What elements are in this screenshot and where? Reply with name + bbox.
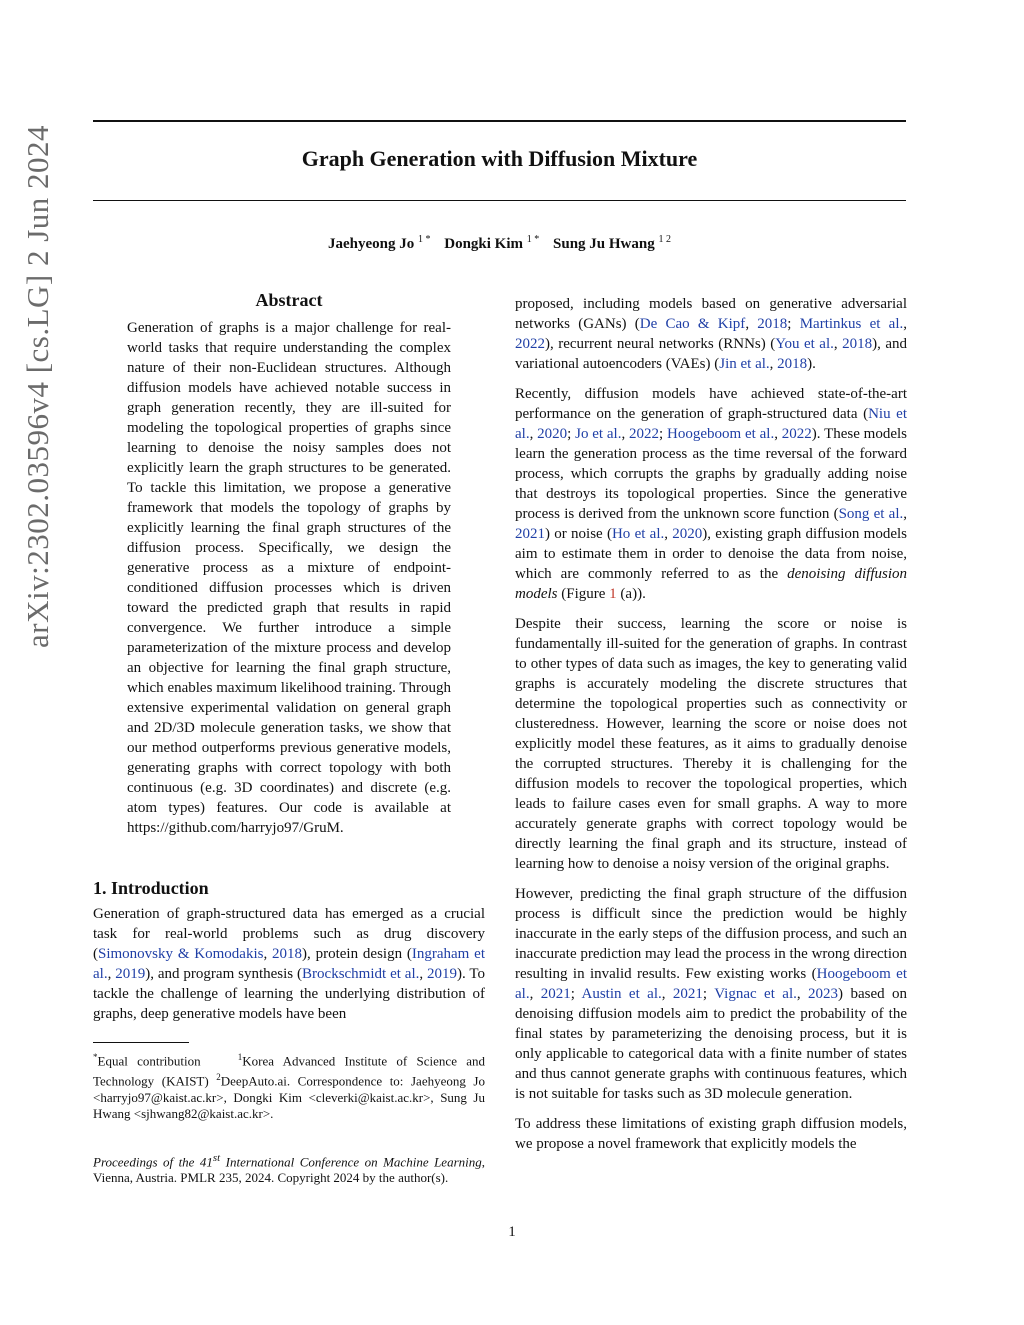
text-run: , (745, 316, 758, 332)
text-run: , (796, 986, 809, 1002)
paper-title: Graph Generation with Diffusion Mixture (301, 146, 698, 171)
author-2 (444, 236, 539, 252)
title-bottom-rule (93, 200, 906, 201)
citation-link[interactable]: 2019 (427, 966, 458, 982)
text-run: , (769, 356, 778, 372)
text-run: ; (659, 426, 668, 442)
citation-link[interactable]: You et al. (775, 336, 834, 352)
citation-link[interactable]: Austin et al. (581, 986, 662, 1002)
author-affiliation: 1 2 (658, 234, 671, 245)
text-run: ). These models learn the generation process as the time reversal of the forward process, which corrupts the graphs by gradually adding noise that destroys its topological properties. Since the generative process is derived from the unknown score function ( (515, 426, 908, 522)
citation-link[interactable]: Jo et al. (575, 426, 622, 442)
text-run: ; (787, 316, 800, 332)
citation-link[interactable]: 2018 (842, 336, 873, 352)
citation-link[interactable]: 2021 (672, 986, 703, 1002)
author-affiliation: 1 * (526, 234, 540, 245)
text-run: ), and variational autoencoders (VAEs) ( (515, 336, 908, 372)
citation-link[interactable]: 2022 (781, 426, 812, 442)
citation-link[interactable]: Vignac et al. (714, 986, 797, 1002)
arxiv-identifier-stamp: arXiv:2302.03596v4 [cs.LG] 2 Jun 2024 (20, 124, 55, 648)
proceedings-venue: Proceedings of the 41 (93, 1153, 213, 1169)
ordinal-suffix: st (212, 1151, 221, 1164)
text-run: (Figure (557, 586, 610, 602)
author-list (93, 234, 906, 253)
text-run: ; (570, 986, 582, 1002)
text-run: , (833, 336, 843, 352)
text-run: , (903, 506, 907, 522)
footnote-affiliation-1: Korea Advanced Institute of Science and Technology (KAIST) (93, 1053, 486, 1089)
abstract-heading: Abstract (255, 290, 323, 310)
author-3 (553, 236, 671, 252)
citation-link[interactable]: Martinkus et al. (799, 316, 904, 332)
citation-link[interactable]: Hoogeboom et al. (667, 426, 775, 442)
citation-link[interactable]: Ho et al. (611, 526, 665, 542)
footnote-mark: 2 (216, 1072, 221, 1083)
proceedings-venue-rest: International Conference on Machine Learning (220, 1153, 482, 1169)
text-run: ) or noise ( (545, 526, 612, 542)
text-run: ), protein design ( (302, 946, 412, 962)
introduction-heading: 1. Introduction (93, 878, 209, 898)
text-run: , (621, 426, 630, 442)
proceedings-note (93, 1150, 485, 1186)
citation-link[interactable]: 2018 (757, 316, 788, 332)
text-run: , (263, 946, 273, 962)
citation-link[interactable]: Simonovsky & Komodakis (98, 946, 264, 962)
footnote-rule (93, 1042, 189, 1043)
citation-link[interactable]: 2020 (672, 526, 703, 542)
introduction-paragraph (93, 904, 485, 1024)
citation-link[interactable]: 2023 (808, 986, 839, 1002)
text-run: ), existing graph diffusion models aim to estimate them in order to denoise the data from noise, which are commonly referred to as the (515, 526, 907, 582)
text-run: ). (807, 356, 816, 372)
body-paragraph: Despite their success, learning the score or noise is fundamentally ill-suited for the generation of graphs. In contrast to other types of data such as images, the key to generating valid graphs is accurately modeling the discrete structures that determine the topological properties such as connectivity or clusteredness. However, learning the score or noise does not explicitly model these features, as it aims to gradually denoise the corrupted structures. Thereby it is challenging for the diffusion models to recover the topological properties, which leads to failure cases even for small graphs. A way to more accurately generate graphs with correct topology would be directly learning the final graph and its structure, instead of learning how to denoise a noisy version of the original graphs. (515, 616, 907, 872)
footnotes (93, 1049, 485, 1122)
text-run: , (419, 966, 428, 982)
page-number: 1 (508, 1224, 516, 1240)
text-run: ). To tackle the challenge of learning the underlying distribution of graphs, deep generative models have been (93, 966, 486, 1022)
citation-link[interactable]: 2018 (777, 356, 808, 372)
body-paragraph (515, 884, 907, 1104)
author-name: Dongki Kim (444, 236, 524, 252)
text-run: proposed, including models based on generative adversarial networks (GANs) ( (515, 296, 907, 332)
body-paragraph (515, 384, 907, 604)
footnote-affiliation-2: DeepAuto.ai. Correspondence to: Jaehyeong Jo <harryjo97@kaist.ac.kr>, Dongki Kim <cleverki@kaist.ac.kr>, Sung Ju Hwang <sjhwang82@kaist.ac.kr>. (93, 1073, 485, 1121)
body-paragraph (515, 294, 907, 374)
citation-link[interactable]: De Cao & Kipf (639, 316, 746, 332)
figure-reference-link[interactable]: 1 (609, 586, 617, 602)
abstract-text: Generation of graphs is a major challenge for real-world tasks that require understanding the complex nature of their non-Euclidean structures. Although diffusion models have achieved notable success in graph generation recently, they are ill-suited for modeling the topological properties of graphs since learning to denoise the noisy samples does not explicitly learn the graph structures to be generated. To tackle this limitation, we propose a generative framework that models the topology of graphs by explicitly learning the final graph structures of the diffusion process. Specifically, we design the generative process as a mixture of endpoint-conditioned diffusion processes which is driven toward the predicted graph that results in rapid convergence. We further introduce a simple parameterization of the mixture process and develop an objective for learning the final graph structure, which enables maximum likelihood training. Through extensive experimental validation on general graph and 2D/3D molecule generation tasks, we show that our method outperforms previous generative models, generating graphs with correct topology with both continuous (e.g. 3D coordinates) and discrete (e.g. atom types) features. Our code is available at https://github.com/harryjo97/GruM. (127, 320, 451, 836)
text-run: , (529, 426, 538, 442)
text-run: Recently, diffusion models have achieved state-of-the-art performance on the generation of graph-structured data ( (515, 386, 907, 422)
citation-link[interactable]: 2021 (540, 986, 571, 1002)
text-run: , (107, 966, 116, 982)
text-run: , (661, 986, 673, 1002)
citation-link[interactable]: 2022 (629, 426, 660, 442)
footnote-mark: 1 (237, 1052, 243, 1062)
citation-link[interactable]: 2022 (515, 336, 545, 352)
citation-link[interactable]: 2018 (272, 946, 303, 962)
author-name: Jaehyeong Jo (328, 236, 415, 252)
citation-link[interactable]: Song et al. (838, 506, 904, 522)
text-run: , (774, 426, 782, 442)
citation-link[interactable]: Jin et al. (719, 356, 770, 372)
citation-link[interactable]: 2019 (115, 966, 146, 982)
text-run: ; (702, 986, 715, 1002)
citation-link[interactable]: 2021 (515, 526, 545, 542)
text-run: However, predicting the final graph structure of the diffusion process is difficult since the prediction would be highly inaccurate in the early steps of the diffusion process, and such an inaccurate prediction may lead the process in the wrong direction resulting in invalid results. Few existing works ( (515, 886, 907, 982)
text-run: Generation of graph-structured data has emerged as a crucial task for real-world problems such as drug discovery ( (93, 906, 485, 962)
citation-link[interactable]: Ingraham et al. (93, 946, 485, 982)
left-column (93, 290, 485, 1186)
citation-link[interactable]: Hoogeboom et al. (515, 966, 908, 1002)
author-affiliation: 1 * (418, 234, 431, 245)
body-paragraph: To address these limitations of existing graph diffusion models, we propose a novel framework that explicitly models the (515, 1116, 907, 1152)
italic-term: denoising diffusion models (515, 566, 907, 602)
text-run: ; (567, 426, 576, 442)
author-1 (328, 236, 431, 252)
footnote-mark: * (93, 1052, 98, 1062)
text-run: , (664, 526, 673, 542)
text-run: , (529, 986, 541, 1002)
text-run: ), and program synthesis ( (145, 966, 303, 982)
footnote-equal-contribution: Equal contribution (97, 1053, 201, 1069)
text-run: ), recurrent neural networks (RNNs) ( (545, 336, 776, 352)
title-top-rule (93, 120, 906, 122)
text-run: ) based on denoising diffusion models aim to predict the probability of the final states by parameterizing the denoising process, but it is only applicable to categorical data with a finite number of states and thus cannot generate graphs with continuous features, which is not suitable for tasks such as 3D molecule generation. (515, 986, 908, 1102)
citation-link[interactable]: 2020 (537, 426, 568, 442)
citation-link[interactable]: Niu et al. (515, 406, 908, 442)
right-column (515, 294, 907, 1164)
text-run: (a)). (616, 586, 646, 602)
proceedings-copyright: , Vienna, Austria. PMLR 235, 2024. Copyright 2024 by the author(s). (93, 1153, 485, 1185)
citation-link[interactable]: Brockschmidt et al. (302, 966, 420, 982)
author-name: Sung Ju Hwang (553, 236, 655, 252)
text-run: , (903, 316, 907, 332)
